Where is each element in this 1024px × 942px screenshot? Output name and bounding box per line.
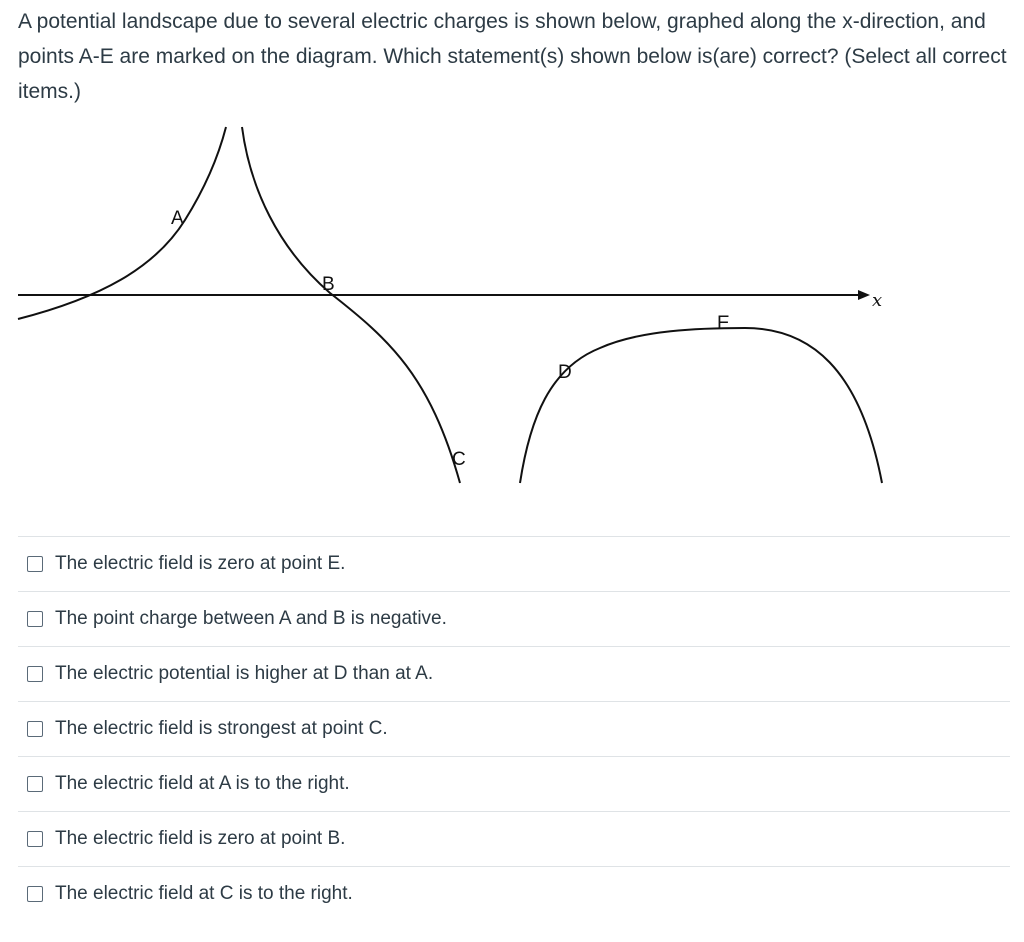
answer-option[interactable] (18, 866, 1010, 921)
x-axis-label: x (872, 290, 883, 311)
answer-list (18, 536, 1010, 921)
potential-curve-middle (242, 127, 460, 483)
answer-option[interactable] (18, 646, 1010, 701)
answer-checkbox[interactable] (27, 556, 43, 572)
answer-checkbox[interactable] (27, 776, 43, 792)
answer-option[interactable] (18, 701, 1010, 756)
answer-label[interactable]: The electric potential is higher at D than at A. (55, 663, 434, 684)
x-axis-arrowhead (858, 290, 870, 300)
answer-label[interactable]: The electric field is zero at point E. (55, 553, 346, 574)
answer-label[interactable]: The electric field is strongest at point C. (55, 718, 388, 739)
answer-checkbox[interactable] (27, 611, 43, 627)
answer-checkbox[interactable] (27, 831, 43, 847)
point-label-d: D (558, 362, 572, 383)
answer-label[interactable]: The electric field is zero at point B. (55, 828, 346, 849)
answer-option[interactable] (18, 811, 1010, 866)
answer-label[interactable]: The electric field at C is to the right. (55, 883, 353, 904)
answer-option[interactable] (18, 536, 1010, 591)
answer-option[interactable] (18, 756, 1010, 811)
answer-option[interactable] (18, 591, 1010, 646)
question-text: A potential landscape due to several electric charges is shown below, graphed along the x-direction, and points A-E are marked on the diagram. Which statement(s) shown below is(are) correct? (Select all correct items.) (18, 10, 1007, 103)
answer-checkbox[interactable] (27, 721, 43, 737)
answer-checkbox[interactable] (27, 886, 43, 902)
answer-label[interactable]: The point charge between A and B is negative. (55, 608, 447, 629)
point-label-b: B (322, 274, 335, 295)
potential-curve-left (18, 127, 226, 319)
point-label-e: E (717, 313, 730, 334)
point-label-c: C (452, 449, 466, 470)
answer-checkbox[interactable] (27, 666, 43, 682)
potential-diagram (0, 118, 1024, 490)
point-label-a: A (171, 208, 184, 229)
potential-curve-right (520, 328, 882, 483)
answer-label[interactable]: The electric field at A is to the right. (55, 773, 350, 794)
